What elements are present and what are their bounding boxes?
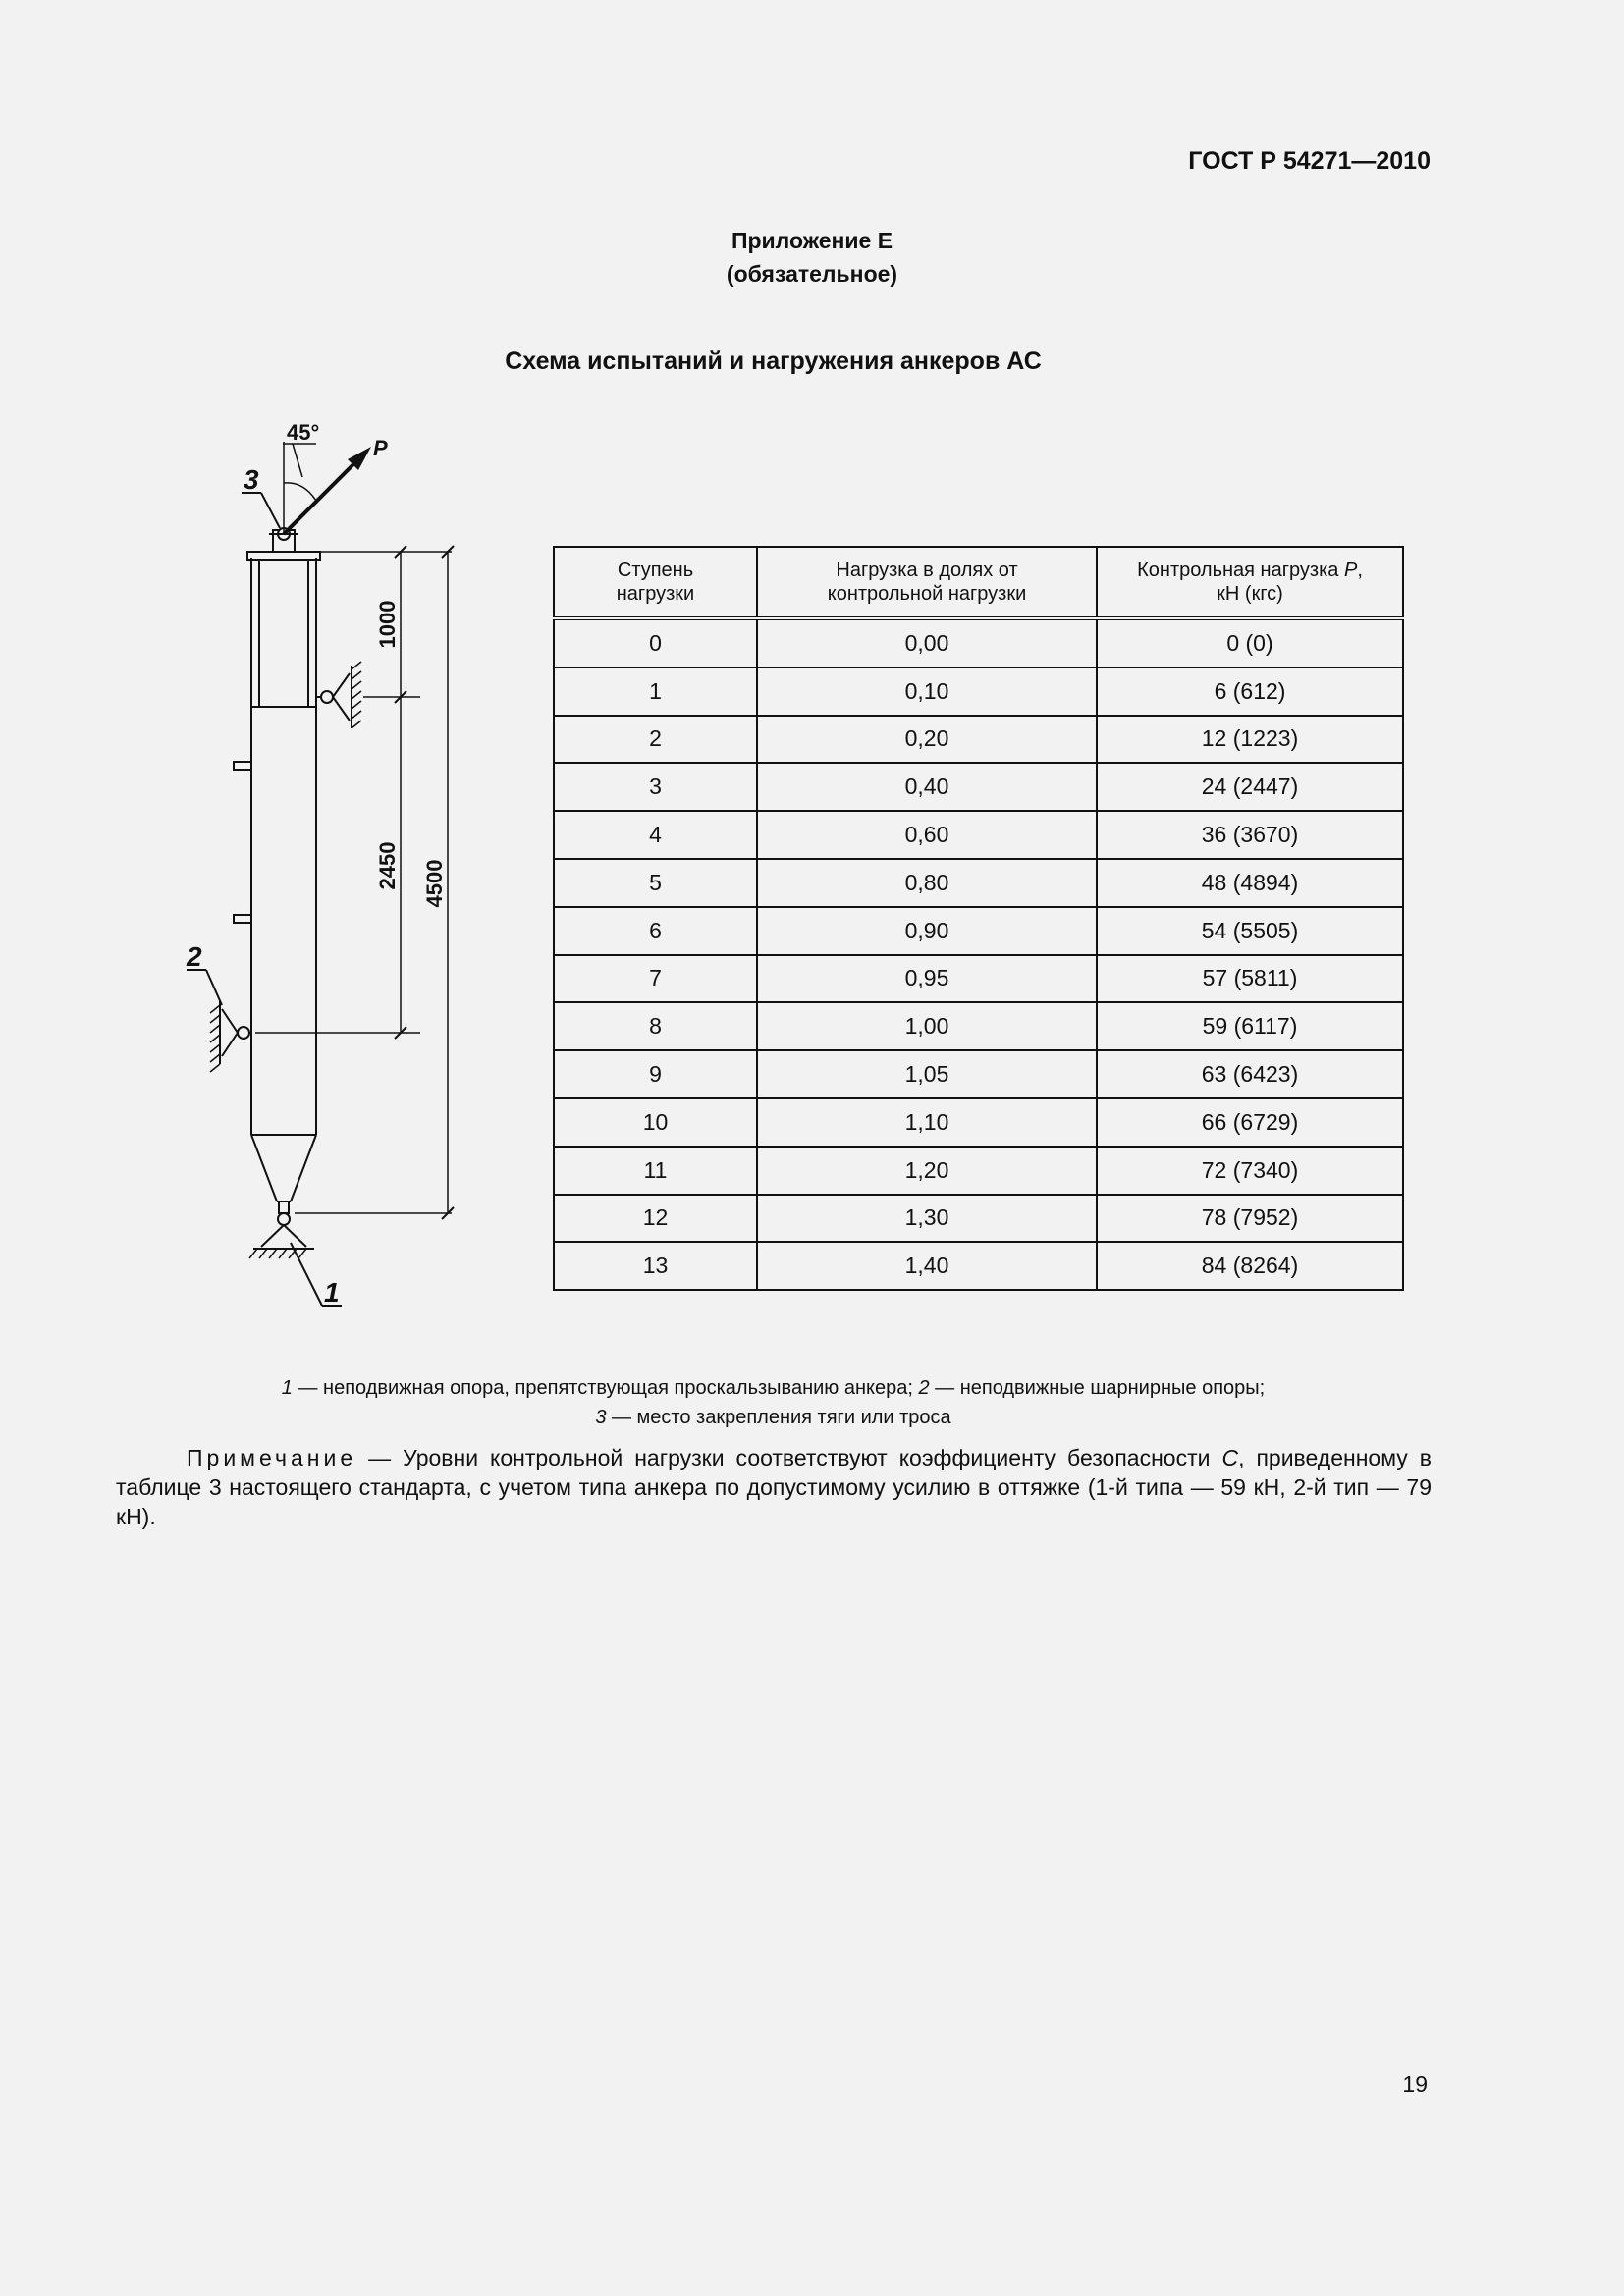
leader-1	[291, 1243, 322, 1306]
cell-load: 63 (6423)	[1097, 1050, 1403, 1098]
cell-load: 72 (7340)	[1097, 1147, 1403, 1195]
leader-2	[206, 970, 222, 1005]
header-load-comma: ,	[1357, 560, 1363, 581]
support1-right	[284, 1225, 306, 1247]
legend-line-1	[0, 1373, 1546, 1403]
note-symbol-c: С	[1221, 1445, 1239, 1470]
cell-fraction: 1,40	[757, 1242, 1097, 1290]
table-row	[554, 618, 1403, 667]
note-paragraph	[116, 1443, 1432, 1531]
header-step-line2: нагрузки	[616, 583, 695, 605]
table-row	[554, 859, 1403, 907]
note-label: Примечание	[187, 1445, 357, 1470]
upper-support-bottom	[333, 697, 350, 721]
cell-step: 9	[554, 1050, 757, 1098]
anchor-top-cap	[247, 552, 320, 560]
anchor-test-diagram	[167, 412, 491, 1315]
lug-lower	[234, 915, 251, 923]
cell-fraction: 1,00	[757, 1002, 1097, 1050]
figure-legend	[0, 1373, 1546, 1432]
lower-support-top	[222, 1009, 238, 1033]
header-fraction-line1: Нагрузка в долях от	[836, 560, 1018, 581]
table-row	[554, 1050, 1403, 1098]
cell-load: 66 (6729)	[1097, 1098, 1403, 1147]
cell-step: 2	[554, 716, 757, 764]
cell-fraction: 0,95	[757, 955, 1097, 1003]
table-row	[554, 763, 1403, 811]
cell-load: 59 (6117)	[1097, 1002, 1403, 1050]
cone-left	[251, 1135, 277, 1201]
table-row	[554, 1002, 1403, 1050]
cell-step: 12	[554, 1195, 757, 1243]
table-row	[554, 716, 1403, 764]
cell-load: 24 (2447)	[1097, 763, 1403, 811]
legend-text-2: — неподвижные шарнирные опоры;	[929, 1377, 1266, 1399]
appendix-heading	[0, 224, 1624, 291]
table-body	[554, 618, 1403, 1290]
cell-fraction: 1,30	[757, 1195, 1097, 1243]
dim-label-2450: 2450	[375, 841, 400, 890]
legend-num-1: 1	[281, 1377, 293, 1399]
cell-step: 10	[554, 1098, 757, 1147]
bottom-pin	[279, 1201, 289, 1213]
cell-fraction: 0,80	[757, 859, 1097, 907]
cell-step: 11	[554, 1147, 757, 1195]
callout-2: 2	[187, 941, 202, 972]
cell-load: 48 (4894)	[1097, 859, 1403, 907]
force-arrow	[284, 458, 359, 534]
dim-label-4500: 4500	[422, 859, 447, 908]
lower-support-bottom	[222, 1033, 238, 1056]
header-step	[554, 547, 757, 618]
cell-fraction: 1,05	[757, 1050, 1097, 1098]
cell-step: 5	[554, 859, 757, 907]
legend-line-2	[0, 1403, 1546, 1432]
table-row	[554, 811, 1403, 859]
appendix-status: (обязательное)	[726, 261, 898, 287]
header-load-line1: Контрольная нагрузка	[1137, 560, 1344, 581]
legend-num-3: 3	[595, 1407, 607, 1428]
cell-step: 1	[554, 667, 757, 716]
cell-fraction: 0,40	[757, 763, 1097, 811]
header-load-line2: кН (кгс)	[1217, 583, 1283, 605]
callout-3: 3	[244, 464, 259, 495]
angle-arc	[284, 483, 316, 501]
table-row	[554, 1147, 1403, 1195]
legend-text-3: — место закрепления тяги или троса	[606, 1407, 951, 1428]
upper-support-top	[333, 673, 350, 697]
cell-step: 7	[554, 955, 757, 1003]
cell-step: 4	[554, 811, 757, 859]
angle-label: 45°	[287, 420, 320, 445]
legend-text-1: — неподвижная опора, препятствующая проскальзыванию анкера;	[292, 1377, 919, 1399]
table-row	[554, 1098, 1403, 1147]
callout-1: 1	[324, 1277, 340, 1308]
bottom-hinge	[278, 1213, 290, 1225]
cell-fraction: 0,10	[757, 667, 1097, 716]
cell-load: 57 (5811)	[1097, 955, 1403, 1003]
upper-hinge	[321, 691, 333, 703]
note-text-2: , приведенному в таблице 3 настоящего стандарта, с учетом типа анкера по допустимому усилию в оттяжке (1-й типа — 59 кН, 2-й тип — 79 кН).	[116, 1445, 1432, 1529]
table-row	[554, 1242, 1403, 1290]
appendix-title: Приложение Е	[731, 228, 893, 253]
cell-load: 0 (0)	[1097, 618, 1403, 667]
cell-fraction: 0,90	[757, 907, 1097, 955]
cell-fraction: 0,60	[757, 811, 1097, 859]
cell-fraction: 0,00	[757, 618, 1097, 667]
scheme-title: Схема испытаний и нагружения анкеров АС	[505, 347, 1042, 375]
cell-fraction: 1,20	[757, 1147, 1097, 1195]
legend-num-2: 2	[918, 1377, 930, 1399]
leader-3	[261, 493, 280, 528]
cell-load: 6 (612)	[1097, 667, 1403, 716]
cell-load: 54 (5505)	[1097, 907, 1403, 955]
angle-leader	[293, 444, 302, 477]
cell-fraction: 0,20	[757, 716, 1097, 764]
cell-load: 36 (3670)	[1097, 811, 1403, 859]
cell-step: 3	[554, 763, 757, 811]
cone-right	[291, 1135, 316, 1201]
table-row	[554, 667, 1403, 716]
cell-load: 84 (8264)	[1097, 1242, 1403, 1290]
upper-support-hatch	[352, 662, 361, 728]
note-text-1: — Уровни контрольной нагрузки соответствуют коэффициенту безопасности	[356, 1445, 1222, 1470]
force-label: P	[373, 436, 388, 460]
cell-step: 0	[554, 618, 757, 667]
header-fraction	[757, 547, 1097, 618]
header-fraction-line2: контрольной нагрузки	[827, 583, 1027, 605]
dim-label-1000: 1000	[375, 600, 400, 649]
table-row	[554, 955, 1403, 1003]
table-header-row	[554, 547, 1403, 618]
page-number: 19	[1402, 2071, 1428, 2097]
cell-step: 8	[554, 1002, 757, 1050]
support1-left	[261, 1225, 284, 1247]
cell-load: 78 (7952)	[1097, 1195, 1403, 1243]
table-row	[554, 1195, 1403, 1243]
lower-hinge	[238, 1027, 249, 1039]
table-row	[554, 907, 1403, 955]
lower-support-hatch	[210, 1005, 220, 1072]
document-code: ГОСТ Р 54271—2010	[1188, 147, 1431, 175]
load-steps-table	[553, 546, 1404, 1291]
header-load-symbol: P	[1343, 560, 1358, 581]
cell-fraction: 1,10	[757, 1098, 1097, 1147]
lug-upper	[234, 762, 251, 770]
header-load	[1097, 547, 1403, 618]
header-step-line1: Ступень	[617, 560, 694, 581]
cell-load: 12 (1223)	[1097, 716, 1403, 764]
cell-step: 13	[554, 1242, 757, 1290]
cell-step: 6	[554, 907, 757, 955]
